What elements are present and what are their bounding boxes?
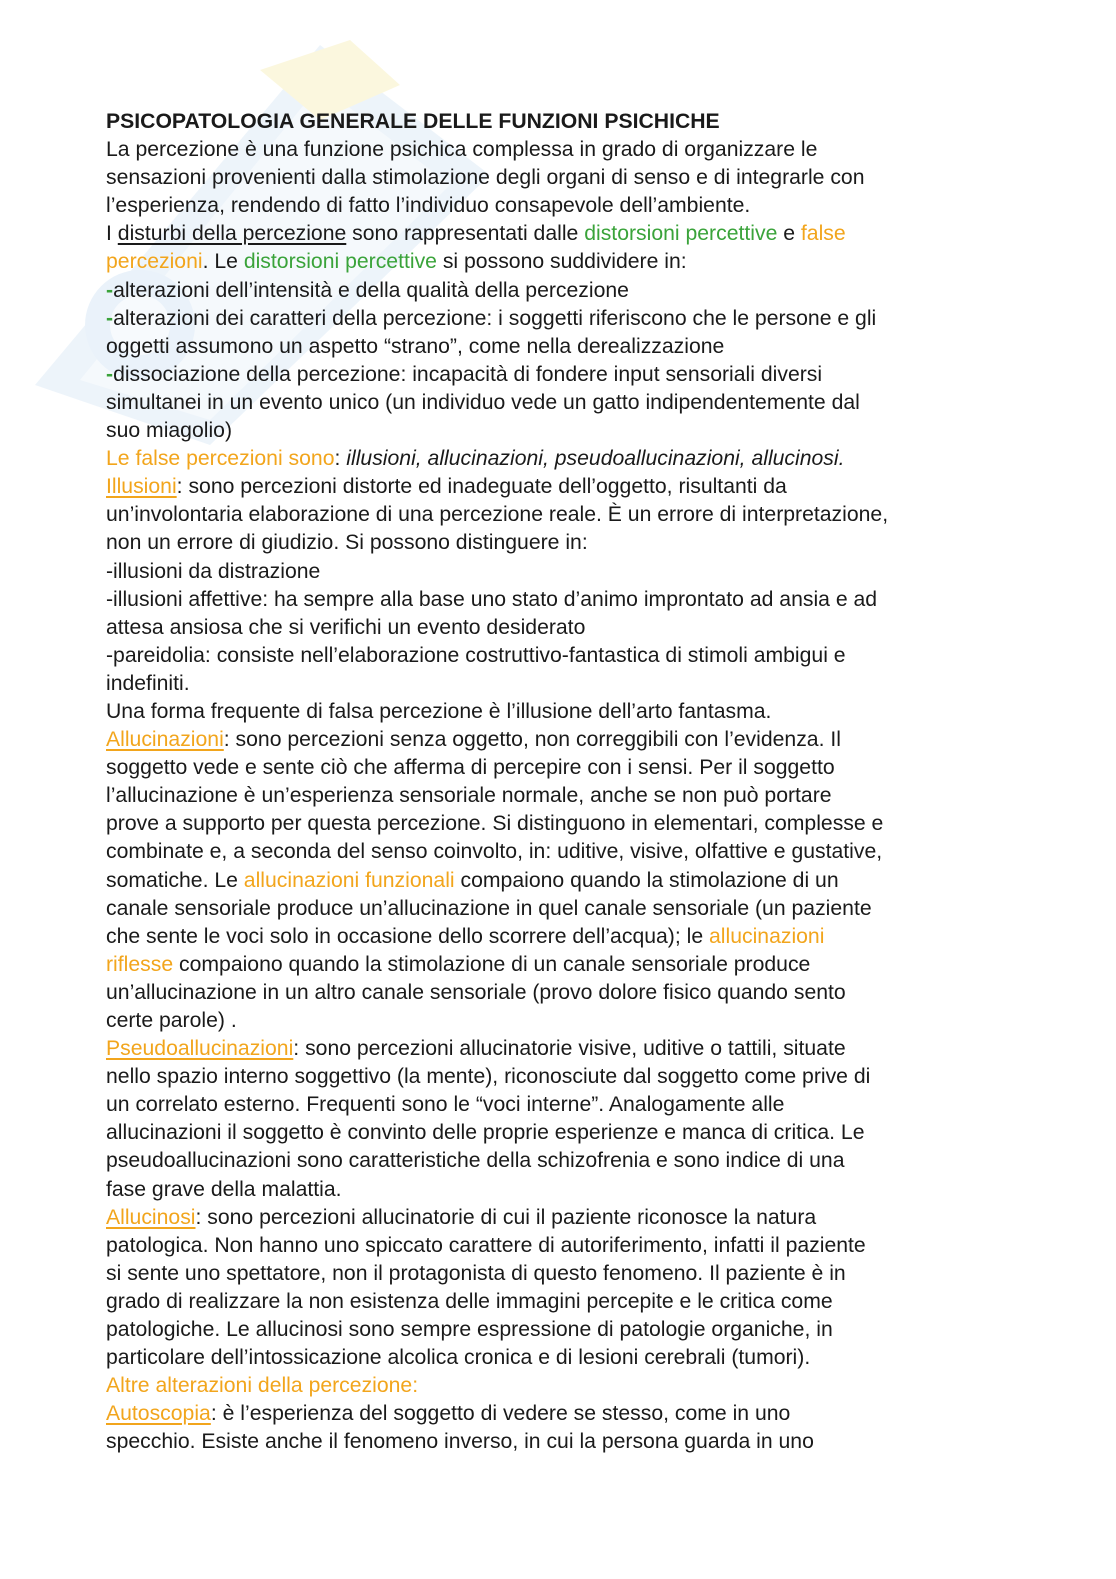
text-line: attesa ansiosa che si verifichi un evento desiderato <box>106 615 586 639</box>
text-line: specchio. Esiste anche il fenomeno inverso, in cui la persona guarda in uno <box>106 1430 814 1454</box>
text-line <box>106 1204 1026 1232</box>
text-line <box>106 445 1026 473</box>
dash-marker: - <box>106 362 114 386</box>
heading-illusioni: Illusioni <box>106 475 177 499</box>
text-line <box>106 867 1026 895</box>
italic-list: illusioni, allucinazioni, pseudoallucinazioni, allucinosi. <box>346 447 845 471</box>
text-line <box>106 1035 1026 1063</box>
text-line: allucinazioni il soggetto è convinto delle proprie esperienze e manca di critica. Le <box>106 1121 865 1145</box>
text-line: pseudoallucinazioni sono caratteristiche della schizofrenia e sono indice di una <box>106 1149 845 1173</box>
text-line: particolare dell’intossicazione alcolica cronica e di lesioni cerebrali (tumori). <box>106 1346 811 1370</box>
heading-allucinosi: Allucinosi <box>106 1205 196 1229</box>
dash-marker: - <box>106 278 114 302</box>
text-line: nello spazio interno soggettivo (la mente), riconosciute dal soggetto come prive di <box>106 1065 871 1089</box>
text-span: . Le <box>202 250 244 274</box>
text-span: : sono percezioni distorte ed inadeguate dell’oggetto, risultanti da <box>176 475 787 499</box>
text-line <box>106 473 1026 501</box>
text-span: : è l’esperienza del soggetto di vedere se stesso, come in uno <box>210 1402 791 1426</box>
text-span: : sono percezioni allucinatorie visive, uditive o tattili, situate <box>293 1037 846 1061</box>
text-span: compaiono quando la stimolazione di un <box>454 868 839 892</box>
term-distorsioni: distorsioni percettive <box>243 250 437 274</box>
text-line <box>106 726 1026 754</box>
text-span: : <box>334 447 347 471</box>
text-line: combinate e, a seconda del senso coinvolto, in: uditive, visive, olfattive e gustative, <box>106 840 883 864</box>
text-line: -illusioni affettive: ha sempre alla base uno stato d’animo improntato ad ansia e ad <box>106 587 878 611</box>
text-line: prove a supporto per questa percezione. Si distinguono in elementari, complesse e <box>106 812 884 836</box>
text-span: e <box>777 222 801 246</box>
text-span: alterazioni dell’intensità e della qualità della percezione <box>113 278 629 302</box>
text-line: oggetti assumono un aspetto “strano”, come nella derealizzazione <box>106 334 725 358</box>
term-false: false <box>800 222 846 246</box>
document-page <box>106 108 1026 1457</box>
term-disturbi: disturbi della percezione <box>117 222 347 246</box>
text-span: sono rappresentati dalle <box>346 222 585 246</box>
text-line <box>106 1400 1026 1428</box>
text-line: un’involontaria elaborazione di una percezione reale. È un errore di interpretazione, <box>106 503 889 527</box>
text-line: certe parole) . <box>106 1009 237 1032</box>
text-line: patologiche. Le allucinosi sono sempre espressione di patologie organiche, in <box>106 1318 833 1342</box>
heading-allucinazioni: Allucinazioni <box>106 728 224 752</box>
text-line <box>106 923 1026 951</box>
text-line: grado di realizzare la non esistenza delle immagini percepite e le critica come <box>106 1289 833 1313</box>
text-line: un correlato esterno. Frequenti sono le “voci interne”. Analogamente alle <box>106 1093 785 1117</box>
text-span: alterazioni dei caratteri della percezione: i soggetti riferiscono che le persone e gli <box>113 306 877 330</box>
document-title: PSICOPATOLOGIA GENERALE DELLE FUNZIONI PSICHICHE <box>106 110 720 133</box>
text-span: : sono percezioni allucinatorie di cui il paziente riconosce la natura <box>195 1205 817 1229</box>
text-line: -pareidolia: consiste nell’elaborazione costruttivo-fantastica di stimoli ambigui e <box>106 643 846 667</box>
text-span: che sente le voci solo in occasione dello scorrere dell’acqua); le <box>106 924 709 948</box>
text-span: compaiono quando la stimolazione di un canale sensoriale produce <box>173 952 811 976</box>
section-heading-altre-alterazioni: Altre alterazioni della percezione: <box>106 1374 419 1398</box>
text-line: patologica. Non hanno uno spiccato carattere di autoriferimento, infatti il paziente <box>106 1233 866 1257</box>
term-allucinazioni-riflesse: allucinazioni <box>709 924 825 948</box>
text-line: La percezione è una funzione psichica complessa in grado di organizzare le <box>106 138 818 162</box>
dash-marker: - <box>106 306 114 330</box>
text-line: canale sensoriale produce un’allucinazione in quel canale sensoriale (un paziente <box>106 896 872 920</box>
term-riflesse: riflesse <box>106 952 174 976</box>
text-line <box>106 248 1026 276</box>
list-item <box>106 277 1026 305</box>
text-line <box>106 951 1026 979</box>
heading-autoscopia: Autoscopia <box>106 1402 211 1426</box>
term-distorsioni: distorsioni percettive <box>584 222 778 246</box>
text-line: l’esperienza, rendendo di fatto l’individuo consapevole dell’ambiente. <box>106 194 751 218</box>
text-line: -illusioni da distrazione <box>106 559 321 583</box>
heading-pseudoallucinazioni: Pseudoallucinazioni <box>106 1037 294 1061</box>
text-line <box>106 220 1026 248</box>
text-line: un’allucinazione in un altro canale sensoriale (provo dolore fisico quando sento <box>106 980 846 1004</box>
text-span: dissociazione della percezione: incapacità di fondere input sensoriali diversi <box>113 362 823 386</box>
text-line: l’allucinazione è un’esperienza sensoriale normale, anche se non può portare <box>106 784 832 808</box>
text-line: fase grave della malattia. <box>106 1177 342 1201</box>
text-span: somatiche. Le <box>106 868 244 892</box>
term-allucinazioni-funzionali: allucinazioni funzionali <box>243 868 455 892</box>
term-false-percezioni: Le false percezioni sono <box>106 447 335 471</box>
text-span: : sono percezioni senza oggetto, non correggibili con l’evidenza. Il <box>223 728 841 752</box>
list-item <box>106 305 1026 333</box>
text-line: indefiniti. <box>106 671 190 695</box>
term-percezioni: percezioni <box>106 250 203 274</box>
text-line: suo miagolio) <box>106 419 233 443</box>
text-line: soggetto vede e sente ciò che afferma di percepire con i sensi. Per il soggetto <box>106 756 835 780</box>
text-line: non un errore di giudizio. Si possono distinguere in: <box>106 531 588 555</box>
list-item <box>106 361 1026 389</box>
text-line: sensazioni provenienti dalla stimolazione degli organi di senso e di integrarle con <box>106 166 865 190</box>
text-span: si possono suddividere in: <box>436 250 687 274</box>
text-line: simultanei in un evento unico (un individuo vede un gatto indipendentemente dal <box>106 390 860 414</box>
text-line: Una forma frequente di falsa percezione è l’illusione dell’arto fantasma. <box>106 699 772 723</box>
text-span: I <box>106 222 118 246</box>
text-line: si sente uno spettatore, non il protagonista di questo fenomeno. Il paziente è in <box>106 1261 846 1285</box>
